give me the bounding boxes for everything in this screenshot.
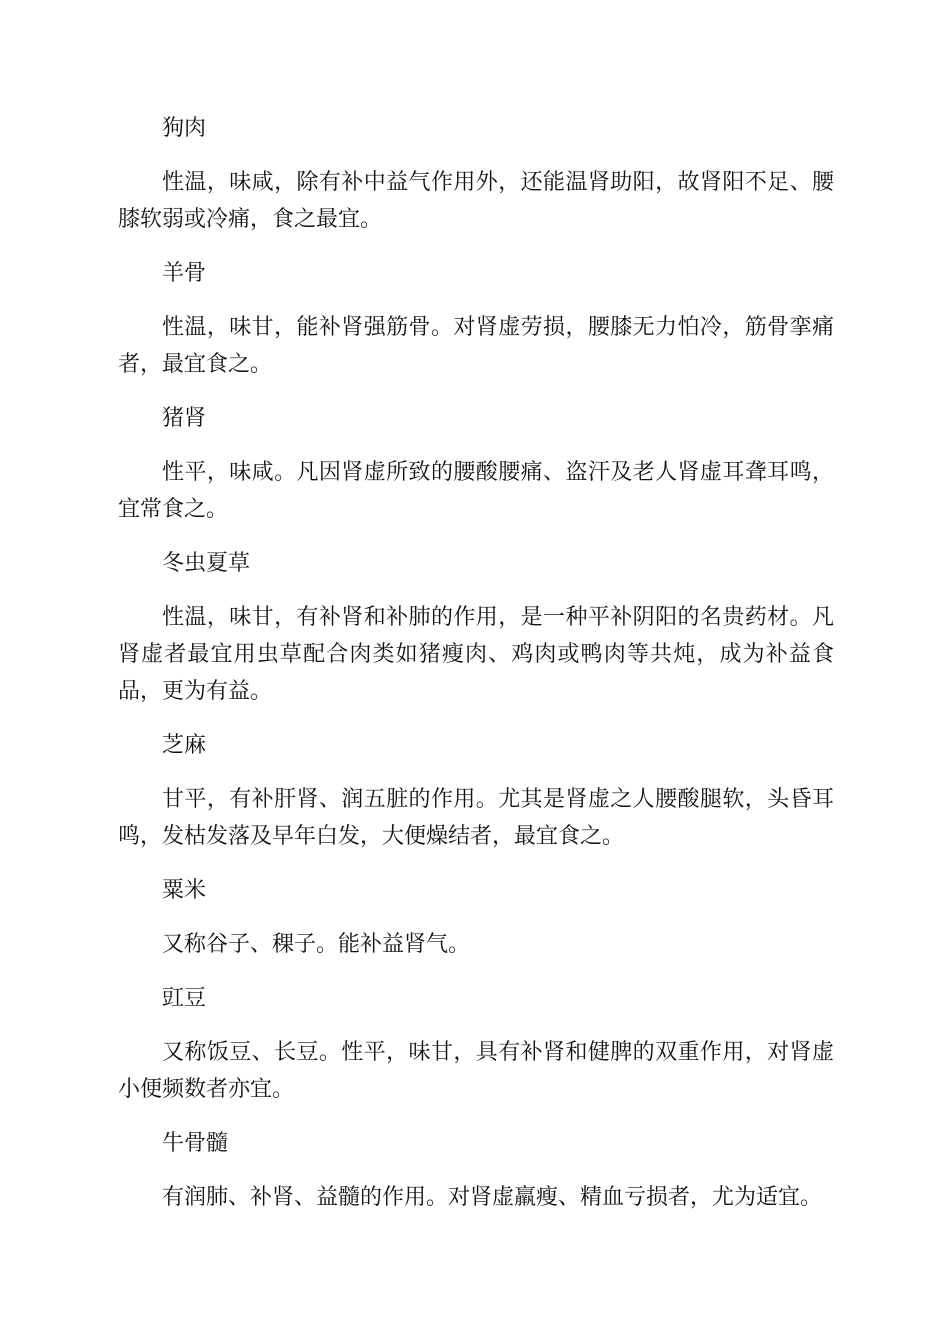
- entry-body: 甘平，有补肝肾、润五脏的作用。尤其是肾虚之人腰酸腿软，头昏耳鸣，发枯发落及早年白发，大便燥结者，最宜食之。: [118, 787, 834, 849]
- entry-body: 性温，味甘，能补肾强筋骨。对肾虚劳损，腰膝无力怕冷，筋骨挛痛者，最宜食之。: [118, 315, 834, 377]
- entry-title: 狗肉: [162, 116, 207, 141]
- entry-body: 又称谷子、稞子。能补益肾气。: [162, 932, 471, 957]
- entry-title: 芝麻: [162, 733, 207, 758]
- entry-dog-meat: [118, 110, 834, 255]
- entry-title: 粟米: [162, 878, 207, 903]
- entry-cordyceps: [118, 545, 834, 727]
- entry-title: 冬虫夏草: [162, 551, 251, 576]
- entry-body: 性温，味咸，除有补中益气作用外，还能温肾助阳，故肾阳不足、腰膝软弱或冷痛，食之最宜。: [118, 170, 834, 232]
- entry-pig-kidney: [118, 400, 834, 545]
- entry-millet: [118, 872, 834, 980]
- entry-body: 又称饭豆、长豆。性平，味甘，具有补肾和健脾的双重作用，对肾虚小便频数者亦宜。: [118, 1040, 834, 1102]
- entry-body: 有润肺、补肾、益髓的作用。对肾虚羸瘦、精血亏损者，尤为适宜。: [162, 1185, 823, 1210]
- entry-title: 羊骨: [162, 261, 207, 286]
- entry-bone-marrow: [118, 1125, 834, 1216]
- entry-body: 性温，味甘，有补肾和补肺的作用，是一种平补阴阳的名贵药材。凡肾虚者最宜用虫草配合肉类如猪瘦肉、鸡肉或鸭肉等共炖，成为补益食品，更为有益。: [118, 605, 834, 704]
- entry-title: 猪肾: [162, 406, 207, 431]
- entry-title: 牛骨髓: [162, 1131, 229, 1156]
- entry-sesame: [118, 727, 834, 872]
- entry-cowpea: [118, 980, 834, 1125]
- entry-body: 性平，味咸。凡因肾虚所致的腰酸腰痛、盗汗及老人肾虚耳聋耳鸣，宜常食之。: [118, 460, 834, 522]
- entry-lamb-bone: [118, 255, 834, 400]
- entry-title: 豇豆: [162, 986, 207, 1011]
- document-content: [118, 110, 834, 1216]
